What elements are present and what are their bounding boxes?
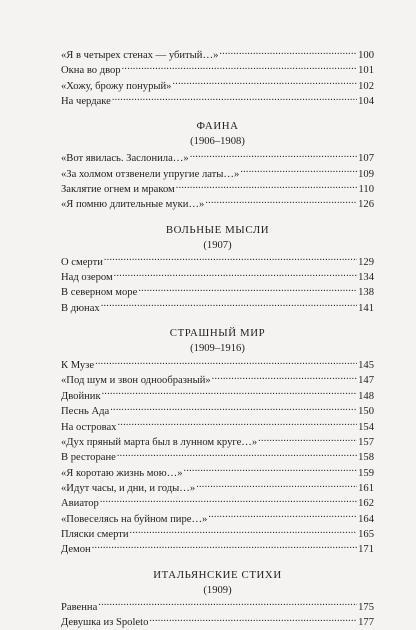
toc-entry[interactable] (61, 79, 374, 94)
toc-entry-page: 101 (358, 65, 374, 77)
toc-entry[interactable] (61, 151, 374, 166)
toc-entry[interactable] (61, 301, 374, 316)
toc-entry-page: 147 (358, 375, 374, 387)
toc-entry[interactable] (61, 197, 374, 212)
toc-entry[interactable] (61, 512, 374, 527)
toc-entry[interactable] (61, 404, 374, 419)
toc-entry[interactable] (61, 600, 374, 615)
toc-entry[interactable] (61, 481, 374, 496)
toc-entry[interactable] (61, 615, 374, 630)
toc-entry[interactable] (61, 466, 374, 481)
dot-leader (95, 358, 357, 368)
toc-entry-title: Авиатор (61, 498, 99, 510)
toc-entry-title: «Я коротаю жизнь мою…» (61, 467, 183, 479)
toc-entry-title: «Вот явилась. Заслонила…» (61, 153, 189, 165)
toc-entry[interactable] (61, 435, 374, 450)
toc-entry[interactable] (61, 420, 374, 435)
section-heading: СТРАШНЫЙ МИР (169, 327, 266, 340)
toc-entry-page: 150 (358, 406, 374, 418)
dot-leader (219, 48, 357, 58)
toc-entry[interactable] (61, 63, 374, 78)
toc-entry-title: «Я помню длительные муки…» (61, 199, 205, 211)
section-heading: ФАИНА (196, 120, 239, 133)
toc-entry[interactable] (61, 527, 374, 542)
dot-leader (117, 450, 357, 460)
section-heading: ВОЛЬНЫЕ МЫСЛИ (165, 223, 270, 236)
toc-entry-title: Песнь Ада (61, 406, 110, 418)
toc-entry-title: К Музе (61, 360, 95, 372)
dot-leader (92, 542, 357, 552)
table-of-contents (61, 48, 374, 630)
toc-entry-page: 175 (358, 601, 374, 613)
section-faina (61, 119, 374, 212)
section-years: (1909–1916) (190, 343, 245, 355)
toc-entry-page: 145 (358, 360, 374, 372)
toc-entry-title: На чердаке (61, 96, 111, 108)
toc-entry-title: Над озером (61, 272, 113, 284)
toc-entry-title: В ресторане (61, 452, 116, 464)
toc-entry-title: «За холмом отзвенели упругие латы…» (61, 168, 240, 180)
section-years: (1907) (203, 239, 232, 251)
dot-leader (101, 301, 357, 311)
toc-entry-page: 109 (358, 168, 374, 180)
toc-entry-page: 165 (358, 528, 374, 540)
dot-leader (112, 94, 357, 104)
dot-leader (117, 420, 357, 430)
toc-entry-title: Демон (61, 544, 91, 556)
toc-entry-title: «Хожу, брожу понурый» (61, 80, 172, 92)
dot-leader (184, 466, 358, 476)
dot-leader (130, 527, 358, 537)
toc-entry-page: 148 (358, 390, 374, 402)
toc-entry-title: «Дух пряный марта был в лунном круге…» (61, 436, 258, 448)
toc-entry[interactable] (61, 182, 374, 197)
toc-entry-page: 154 (358, 421, 374, 433)
toc-entry-page: 138 (358, 287, 374, 299)
toc-entry-page: 158 (358, 452, 374, 464)
dot-leader (176, 182, 358, 192)
dot-leader (100, 496, 357, 506)
section-italyanskie-stikhi (61, 568, 374, 630)
dot-leader (208, 512, 357, 522)
toc-entry-page: 129 (358, 256, 374, 268)
toc-entry-title: О смерти (61, 256, 103, 268)
toc-entry-title: Окна во двор (61, 65, 121, 77)
toc-entry-page: 171 (358, 544, 374, 556)
toc-group-continued (61, 48, 374, 109)
dot-leader (205, 197, 357, 207)
toc-entry[interactable] (61, 285, 374, 300)
toc-entry-title: Двойник (61, 390, 101, 402)
toc-entry[interactable] (61, 167, 374, 182)
section-strashny-mir (61, 326, 374, 557)
toc-entry[interactable] (61, 255, 374, 270)
toc-entry-page: 104 (358, 96, 374, 108)
toc-entry[interactable] (61, 496, 374, 511)
dot-leader (240, 167, 357, 177)
toc-entry-page: 107 (358, 153, 374, 165)
toc-entry-page: 164 (358, 513, 374, 525)
dot-leader (122, 63, 358, 73)
dot-leader (190, 151, 357, 161)
toc-entry-page: 177 (358, 616, 374, 628)
toc-entry-title: В северном море (61, 287, 138, 299)
toc-entry[interactable] (61, 358, 374, 373)
toc-entry-title: Заклятие огнем и мраком (61, 184, 175, 196)
dot-leader (258, 435, 357, 445)
toc-entry-title: Равенна (61, 601, 98, 613)
dot-leader (172, 79, 357, 89)
toc-entry-page: 157 (358, 436, 374, 448)
toc-entry[interactable] (61, 94, 374, 109)
toc-entry[interactable] (61, 450, 374, 465)
toc-entry-page: 110 (358, 184, 374, 196)
dot-leader (110, 404, 357, 414)
toc-entry-title: На островах (61, 421, 117, 433)
toc-entry[interactable] (61, 373, 374, 388)
toc-entry[interactable] (61, 542, 374, 557)
dot-leader (138, 285, 357, 295)
toc-entry-page: 141 (358, 302, 374, 314)
section-heading: ИТАЛЬЯНСКИЕ СТИХИ (153, 568, 282, 581)
dot-leader (114, 270, 357, 280)
toc-entry[interactable] (61, 48, 374, 63)
dot-leader (212, 373, 357, 383)
dot-leader (196, 481, 357, 491)
toc-entry-page: 159 (358, 467, 374, 479)
toc-entry-title: Пляски смерти (61, 528, 129, 540)
toc-entry-title: «Идут часы, и дни, и годы…» (61, 482, 196, 494)
section-years: (1909) (203, 584, 232, 596)
toc-entry-page: 126 (358, 199, 374, 211)
section-volnye-mysli (61, 223, 374, 316)
toc-entry[interactable] (61, 389, 374, 404)
toc-entry-page: 162 (358, 498, 374, 510)
section-years: (1906–1908) (190, 136, 245, 148)
dot-leader (98, 600, 357, 610)
toc-entry-page: 161 (358, 482, 374, 494)
toc-entry-title: «Я в четырех стенах — убитый…» (61, 50, 219, 61)
toc-entry-page: 100 (358, 50, 374, 61)
toc-entry-page: 102 (358, 80, 374, 92)
dot-leader (149, 615, 357, 625)
dot-leader (104, 255, 357, 265)
toc-entry-title: Девушка из Spoleto (61, 616, 149, 628)
toc-entry[interactable] (61, 270, 374, 285)
toc-entry-title: «Повеселясь на буйном пире…» (61, 513, 208, 525)
dot-leader (102, 389, 358, 399)
toc-entry-title: В дюнах (61, 302, 100, 314)
toc-entry-title: «Под шум и звон однообразный» (61, 375, 211, 387)
toc-entry-page: 134 (358, 272, 374, 284)
